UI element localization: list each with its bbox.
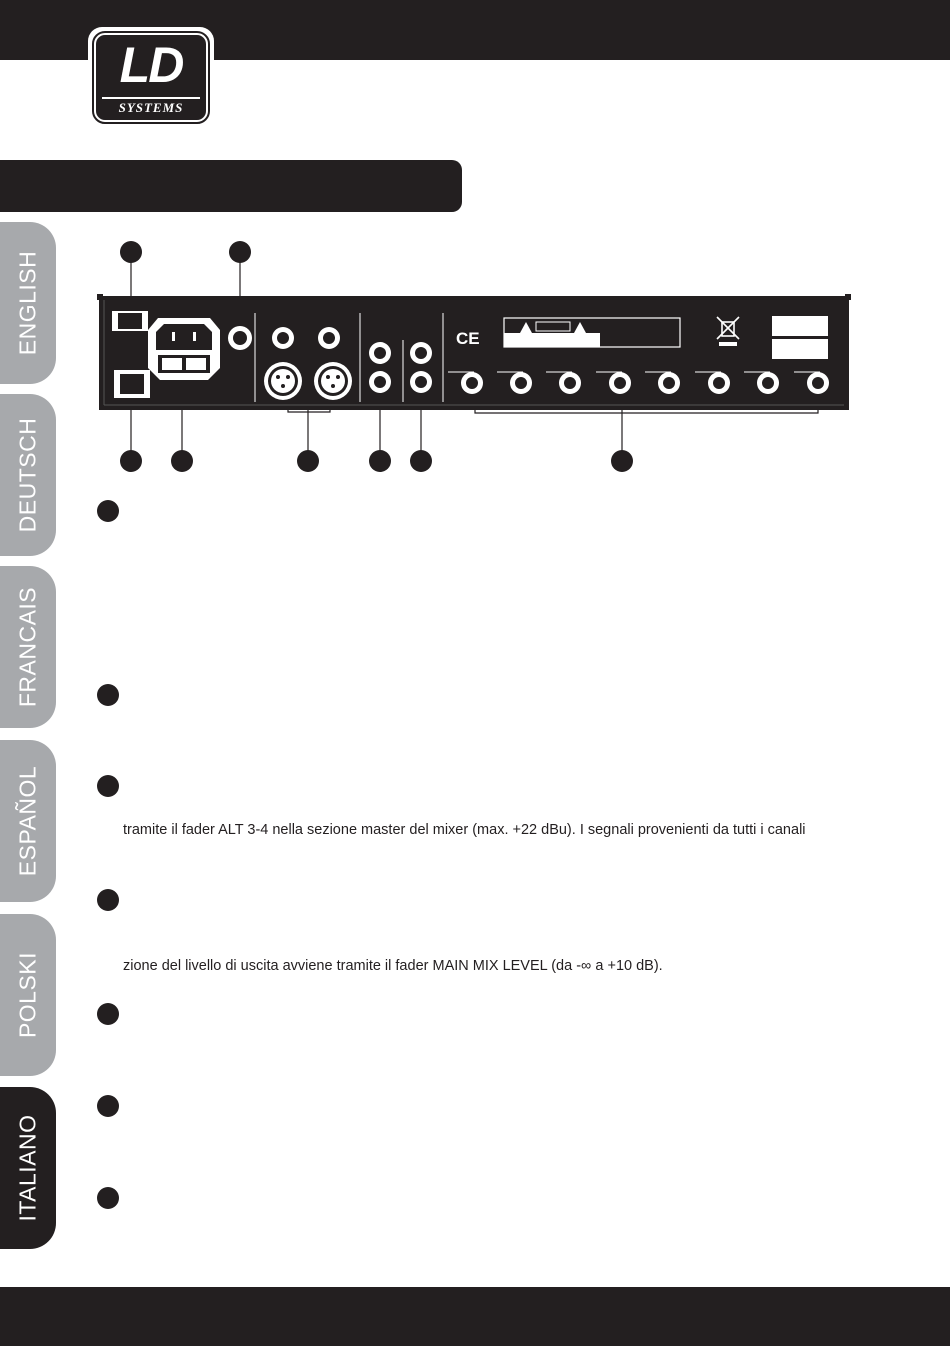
rear-panel-diagram	[0, 0, 950, 480]
tab-label: DEUTSCH	[14, 417, 41, 533]
item-bullet	[97, 684, 119, 706]
ce-mark: CE	[456, 329, 480, 348]
logo-mark: LD	[119, 37, 183, 93]
item-bullet	[97, 889, 119, 911]
item-bullet	[97, 1095, 119, 1117]
item-bullet	[97, 500, 119, 522]
tab-italiano[interactable]	[0, 1087, 56, 1249]
footer-bar	[0, 1287, 950, 1346]
item-bullet	[97, 775, 119, 797]
tab-label: ITALIANO	[14, 1114, 41, 1222]
tab-polski[interactable]	[0, 914, 56, 1076]
tab-label: POLSKI	[14, 951, 41, 1039]
item-bullet	[97, 1003, 119, 1025]
tab-label: ESPAÑOL	[14, 765, 41, 877]
tab-espanol[interactable]	[0, 740, 56, 902]
tab-francais[interactable]	[0, 566, 56, 728]
paragraph-alt-outputs: tramite il fader ALT 3-4 nella sezione master del mixer (max. +22 dBu). I segnali provenienti da tutti i canali	[123, 822, 806, 838]
paragraph-main-outputs: zione del livello di uscita avviene tramite il fader MAIN MIX LEVEL (da -∞ a +10 dB).	[123, 958, 663, 974]
tab-label: ENGLISH	[14, 250, 41, 356]
serial-label	[772, 316, 828, 336]
item-bullet	[97, 1187, 119, 1209]
tab-label: FRANCAIS	[14, 586, 41, 708]
logo-subtitle: SYSTEMS	[102, 97, 200, 116]
